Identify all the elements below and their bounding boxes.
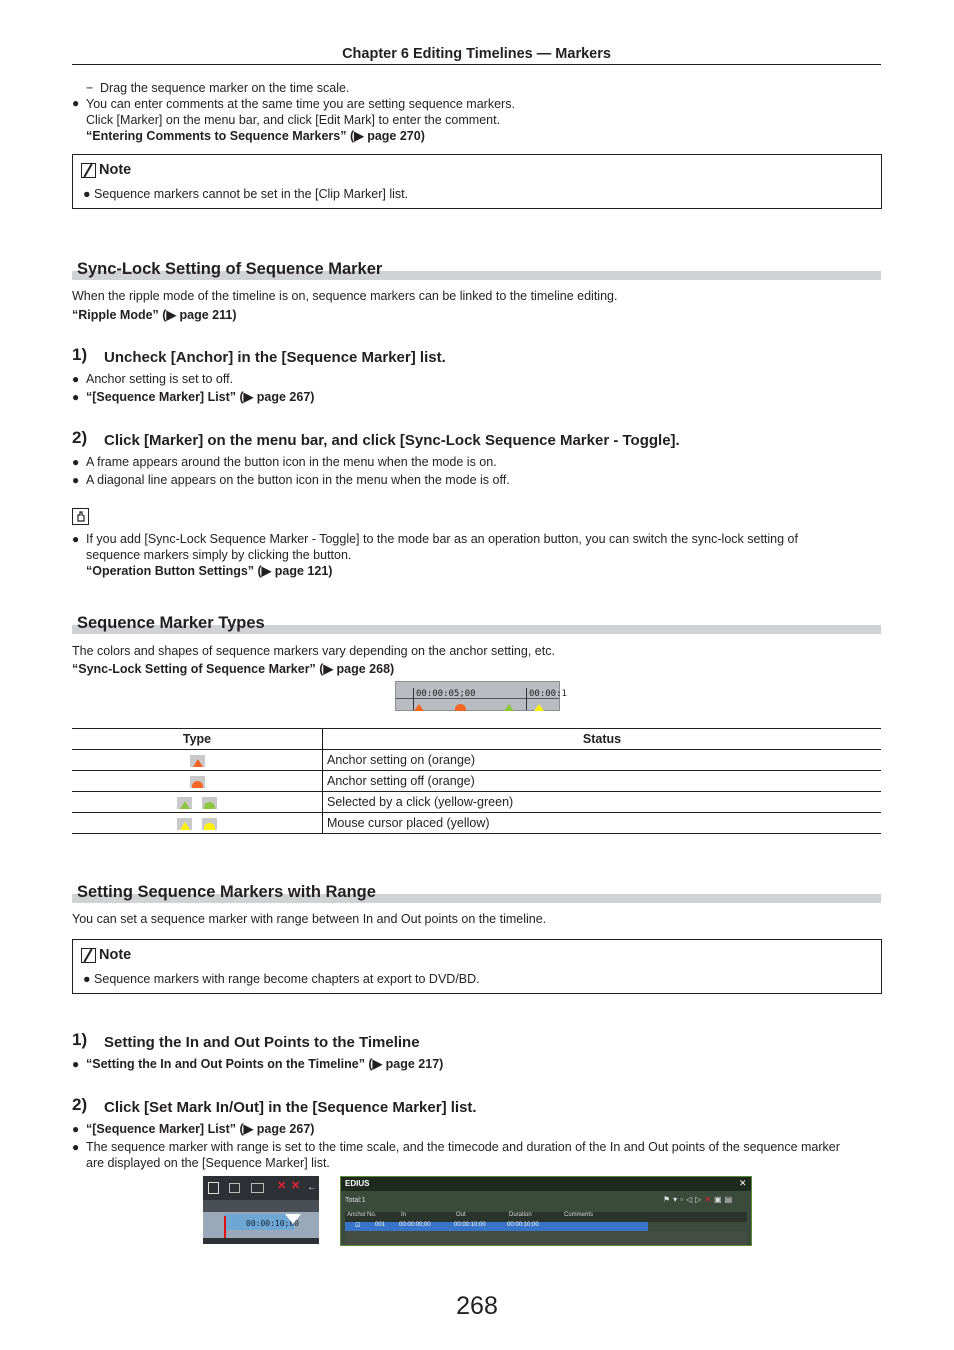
- marker-orange: [414, 704, 424, 711]
- note-box: [72, 939, 882, 994]
- timeline-screenshot: [203, 1176, 319, 1244]
- section-intro: You can set a sequence marker with range between In and Out points on the timeline.: [72, 912, 547, 926]
- bullet-dot: ●: [72, 1140, 80, 1154]
- tip-icon: [72, 508, 89, 525]
- column-header: No.: [367, 1212, 377, 1218]
- bullet-text: The sequence marker with range is set to the time scale, and the timecode and duration of the In and Out points of the sequence marker: [86, 1140, 840, 1154]
- anchor-checkbox[interactable]: ☑: [355, 1223, 361, 1229]
- bullet-text: A diagonal line appears on the button icon in the menu when the mode is off.: [86, 473, 510, 487]
- note-title: Note: [81, 162, 131, 178]
- bullet-text: If you add [Sync-Lock Sequence Marker - Toggle] to the mode bar as an operation button, you can switch the sync-lock setting of: [86, 532, 798, 546]
- close-icon[interactable]: ✕: [739, 1178, 747, 1188]
- marker-anchor-on-icon: [190, 755, 205, 767]
- bullet-dot: ●: [72, 473, 80, 487]
- page-header: Chapter 6 Editing Timelines — Markers: [72, 44, 881, 65]
- column-header: Status: [323, 729, 882, 750]
- toolbar-button-icon[interactable]: [229, 1183, 240, 1193]
- bullet-text: A frame appears around the button icon in the menu when the mode is on.: [86, 455, 497, 469]
- step-number: 2): [72, 428, 88, 447]
- bullet-dot: ●: [72, 1057, 80, 1071]
- marker-selected-icon: [202, 797, 217, 809]
- arrow-left-icon[interactable]: ←: [307, 1182, 317, 1193]
- bullet-dot: ●: [72, 532, 80, 546]
- bullet-dot: ●: [72, 96, 80, 110]
- note-icon: [81, 163, 96, 178]
- column-header: Type: [72, 729, 323, 750]
- cross-reference-link[interactable]: “[Sequence Marker] List” (▶ page 267): [86, 390, 315, 404]
- cross-reference-link[interactable]: “Operation Button Settings” (▶ page 121): [86, 564, 333, 578]
- column-header: Out: [456, 1212, 466, 1218]
- cross-reference-link[interactable]: “Sync-Lock Setting of Sequence Marker” (▶ page 268): [72, 662, 395, 676]
- step-title: Setting the In and Out Points to the Timeline: [104, 1034, 420, 1051]
- table-row: [72, 813, 881, 834]
- section-intro: When the ripple mode of the timeline is on, sequence markers can be linked to the timeline editing.: [72, 289, 618, 303]
- timescale-image: [395, 681, 567, 711]
- note-title: Note: [81, 947, 131, 963]
- column-header: In: [401, 1212, 407, 1218]
- section-heading: Setting Sequence Markers with Range: [72, 883, 881, 903]
- step-title: Click [Marker] on the menu bar, and click [Sync-Lock Sequence Marker - Toggle].: [104, 432, 680, 449]
- cross-reference-link[interactable]: “Entering Comments to Sequence Markers” (▶ page 270): [86, 129, 425, 143]
- marker-hover-icon: [202, 818, 217, 830]
- table-header-row: [72, 729, 881, 750]
- status-cell: Anchor setting off (orange): [323, 771, 882, 792]
- table-row: [72, 771, 881, 792]
- status-cell: Selected by a click (yellow-green): [323, 792, 882, 813]
- in-point-marker: [224, 1216, 226, 1240]
- timescale-label: 00:00:05;00: [416, 689, 476, 699]
- marker-selected-anchor-icon: [177, 797, 192, 809]
- table-row[interactable]: ☑ 001 00:00:00;00 00:00:10;00 00:00:10;00: [345, 1222, 648, 1231]
- marker-yellow: [534, 704, 544, 711]
- note-text: ● Sequence markers with range become chapters at export to DVD/BD.: [83, 972, 480, 986]
- bullet-text: Click [Marker] on the menu bar, and click [Edit Mark] to enter the comment.: [86, 113, 501, 127]
- bullet-dot: ●: [72, 455, 80, 469]
- bullet-dot: ●: [72, 1122, 80, 1136]
- column-header: Duration: [509, 1212, 532, 1218]
- playhead-icon[interactable]: [285, 1214, 301, 1224]
- bullet-text: You can enter comments at the same time you are setting sequence markers.: [86, 97, 515, 111]
- timescale-label: 00:00:10;00: [246, 1219, 299, 1228]
- total-count: Total:1: [345, 1197, 366, 1204]
- table-row: [72, 750, 881, 771]
- marker-hover-anchor-icon: [177, 818, 192, 830]
- list-toolbar[interactable]: ⚑▾▫◁▷✕▣▤: [663, 1195, 736, 1204]
- bullet-dot: ●: [72, 372, 80, 386]
- column-header: Anchor: [347, 1212, 367, 1218]
- cross-reference-link[interactable]: “[Sequence Marker] List” (▶ page 267): [86, 1122, 315, 1136]
- cross-reference-link[interactable]: “Ripple Mode” (▶ page 211): [72, 308, 237, 322]
- step-number: 2): [72, 1095, 88, 1114]
- toolbar-button-icon[interactable]: [208, 1182, 219, 1194]
- delete-marker-icon[interactable]: ✕: [291, 1180, 301, 1192]
- list-header: [345, 1212, 747, 1222]
- section-heading: Sequence Marker Types: [72, 614, 881, 634]
- page-number: 268: [456, 1292, 498, 1320]
- section-heading: Sync-Lock Setting of Sequence Marker: [72, 260, 881, 280]
- timescale-label: 00:00:1: [529, 689, 567, 699]
- app-title: EDIUS: [345, 1179, 370, 1188]
- delete-marker-icon[interactable]: ✕: [277, 1180, 287, 1192]
- sequence-marker-list-screenshot: [340, 1176, 752, 1246]
- note-box: [72, 154, 882, 209]
- bullet-text: sequence markers simply by clicking the button.: [86, 548, 352, 562]
- status-cell: Anchor setting on (orange): [323, 750, 882, 771]
- step-number: 1): [72, 345, 88, 364]
- bullet-text: Anchor setting is set to off.: [86, 372, 234, 386]
- status-cell: Mouse cursor placed (yellow): [323, 813, 882, 834]
- marker-yellow-green: [504, 704, 514, 711]
- toolbar-button-icon[interactable]: [251, 1183, 264, 1193]
- marker-anchor-off-icon: [190, 776, 205, 788]
- bullet-dot: ●: [72, 390, 80, 404]
- step-title: Click [Set Mark In/Out] in the [Sequence Marker] list.: [104, 1099, 477, 1116]
- bullet-text: are displayed on the [Sequence Marker] list.: [86, 1156, 330, 1170]
- note-icon: [81, 948, 96, 963]
- step-title: Uncheck [Anchor] in the [Sequence Marker] list.: [104, 349, 446, 366]
- cross-reference-link[interactable]: “Setting the In and Out Points on the Timeline” (▶ page 217): [86, 1057, 444, 1071]
- section-intro: The colors and shapes of sequence markers vary depending on the anchor setting, etc.: [72, 644, 555, 658]
- note-text: ● Sequence markers cannot be set in the [Clip Marker] list.: [83, 187, 409, 201]
- table-row: [72, 792, 881, 813]
- column-header: Comments: [564, 1212, 594, 1218]
- step-number: 1): [72, 1030, 88, 1049]
- marker-orange: [455, 704, 466, 711]
- marker-types-table: [72, 728, 881, 834]
